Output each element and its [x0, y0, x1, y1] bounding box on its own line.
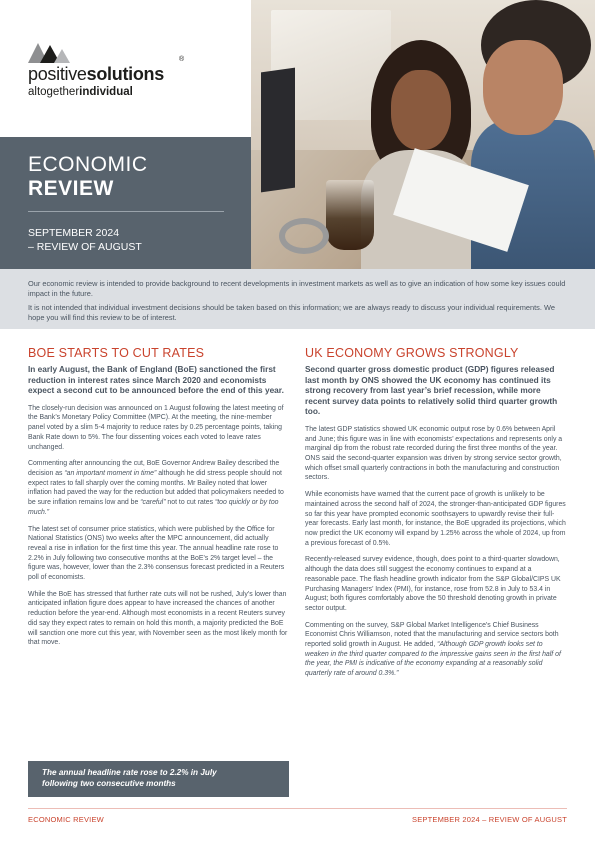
registered-mark: ®	[179, 56, 185, 63]
title-review: REVIEW	[28, 177, 114, 200]
article-paragraph: Recently-released survey evidence, though, does point to a third-quarter slowdown, although the data does still suggest the economy continues to expand at a reasonable pace. The flash headline growth indicator from the S&P Global/CIPS UK Purchasing Managers’ Index (PMI), for instance, rose from 52.8 in July to 53.4 in August; both figures comfortably above the 50 threshold denoting growth in private sector output.	[305, 556, 561, 612]
logo	[0, 0, 251, 137]
article-heading: UK ECONOMY GROWS STRONGLY	[305, 346, 519, 360]
article-boe-rates	[28, 346, 289, 655]
intro-paragraph: Our economic review is intended to provide background to recent developments in investment markets as well as to give an indication of how some key issues could impact in the future.	[28, 279, 566, 298]
intro-band	[0, 269, 595, 329]
article-heading: BOE STARTS TO CUT RATES	[28, 346, 205, 360]
article-lead: In early August, the Bank of England (BoE) sanctioned the first reduction in interest rates since March 2020 and economists expect a second cut to be announced before the end of this year.	[28, 364, 284, 396]
pull-quote	[28, 761, 289, 797]
title-economic: ECONOMIC	[28, 153, 148, 176]
article-lead: Second quarter gross domestic product (GDP) figures released last month by ONS showed the UK economy has continued its strong recovery from last year’s brief recession, while more recent survey data points to relatively solid third quarter growth too.	[305, 364, 558, 417]
issue-subtitle: – REVIEW OF AUGUST	[28, 241, 142, 253]
issue-date: SEPTEMBER 2024	[28, 227, 120, 239]
article-paragraph: The latest GDP statistics showed UK economic output rose by 0.6% between April and June; this figure was in line with economists’ expectations and represents only a marginal dip from the robust rate recorded during the first three months of the year. ONS said the second-quarter expansion was driven by strong service sector growth, which offset small quarterly contractions in both the manufacturing and construction sectors.	[305, 425, 563, 482]
article-paragraph: While economists have warned that the current pace of growth is unlikely to be maintained across the second half of 2024, the stronger-than-anticipated GDP figures so far this year have prompted economic soothsayers to upwardly revise their full-year forecasts. Early last month, for instance, the BoE upgraded its projections, which now predict the UK economy will expand by 1.25% across the whole of 2024, up from a previous forecast of 0.5%.	[305, 491, 566, 547]
pull-quote-line: The annual headline rate rose to 2.2% in July	[42, 768, 217, 777]
article-uk-economy	[305, 346, 566, 686]
intro-paragraph: It is not intended that individual investment decisions should be taken based on this information; we are always ready to discuss your individual requirements. We hope you will find this review to be of interest.	[28, 303, 555, 322]
footer-date: SEPTEMBER 2024 – REVIEW OF AUGUST	[412, 815, 567, 824]
article-paragraph: Commenting after announcing the cut, BoE Governor Andrew Bailey described the decision as “an important moment in time” although he did stress people should not expect rates to fall sharply over the coming months. Mr Bailey noted that lower inflation had paved the way for the reduction but added that policymakers needed to be sure inflation remains low and be “careful” not to cut rates “too quickly or by too much.”	[28, 460, 284, 516]
footer-divider	[28, 808, 567, 809]
title-divider	[28, 211, 224, 212]
hero-photo	[251, 0, 595, 269]
article-paragraph: The latest set of consumer price statistics, which were published by the Office for National Statistics (ONS) two weeks after the MPC announcement, did actually reveal a rise in inflation for the first time this year. The annual headline rate rose to 2.2% in July following two consecutive months at the BoE’s 2% target level – the figure was, however, lower than the 2.3% consensus forecast predicted in a Reuters poll of economists.	[28, 525, 285, 582]
article-paragraph: Commenting on the survey, S&P Global Market Intelligence’s Chief Business Economist Chris Williamson, noted that the manufacturing and service sectors both reported solid growth in August. He added, “Although GDP growth looks set to weaken in the third quarter compared to the impressive gains seen in the first half of the year, the PMI is indicative of the economy expanding at a reasonably solid quarterly rate of around 0.3%.”	[305, 621, 561, 678]
article-paragraph: While the BoE has stressed that further rate cuts will not be rushed, July’s lower than anticipated inflation figure does appear to have increased the chances of another reduction before the year-end. Although most economists in a recent Reuters survey did say they expect rates to remain on hold this month, a majority predicted the BoE will sanction one more cut this year, with November seen as the most likely month for that move.	[28, 590, 288, 647]
pull-quote-line: following two consecutive months	[42, 779, 176, 788]
logo-mark-icon	[28, 43, 72, 63]
brand-tagline: altogetherindividual	[28, 86, 133, 98]
title-panel	[0, 137, 251, 269]
article-paragraph: The closely-run decision was announced on 1 August following the latest meeting of the Bank’s Monetary Policy Committee (MPC). At the meeting, the nine-member panel voted by a slim 5-4 majority to reduce rates by 0.25 percentage points, taking Bank Rate down to 5%. The four dissenting voices each voted to leave rates unchanged.	[28, 404, 284, 451]
footer-title: ECONOMIC REVIEW	[28, 815, 104, 824]
page-header	[0, 0, 595, 269]
brand-name: positivesolutions	[28, 64, 164, 84]
